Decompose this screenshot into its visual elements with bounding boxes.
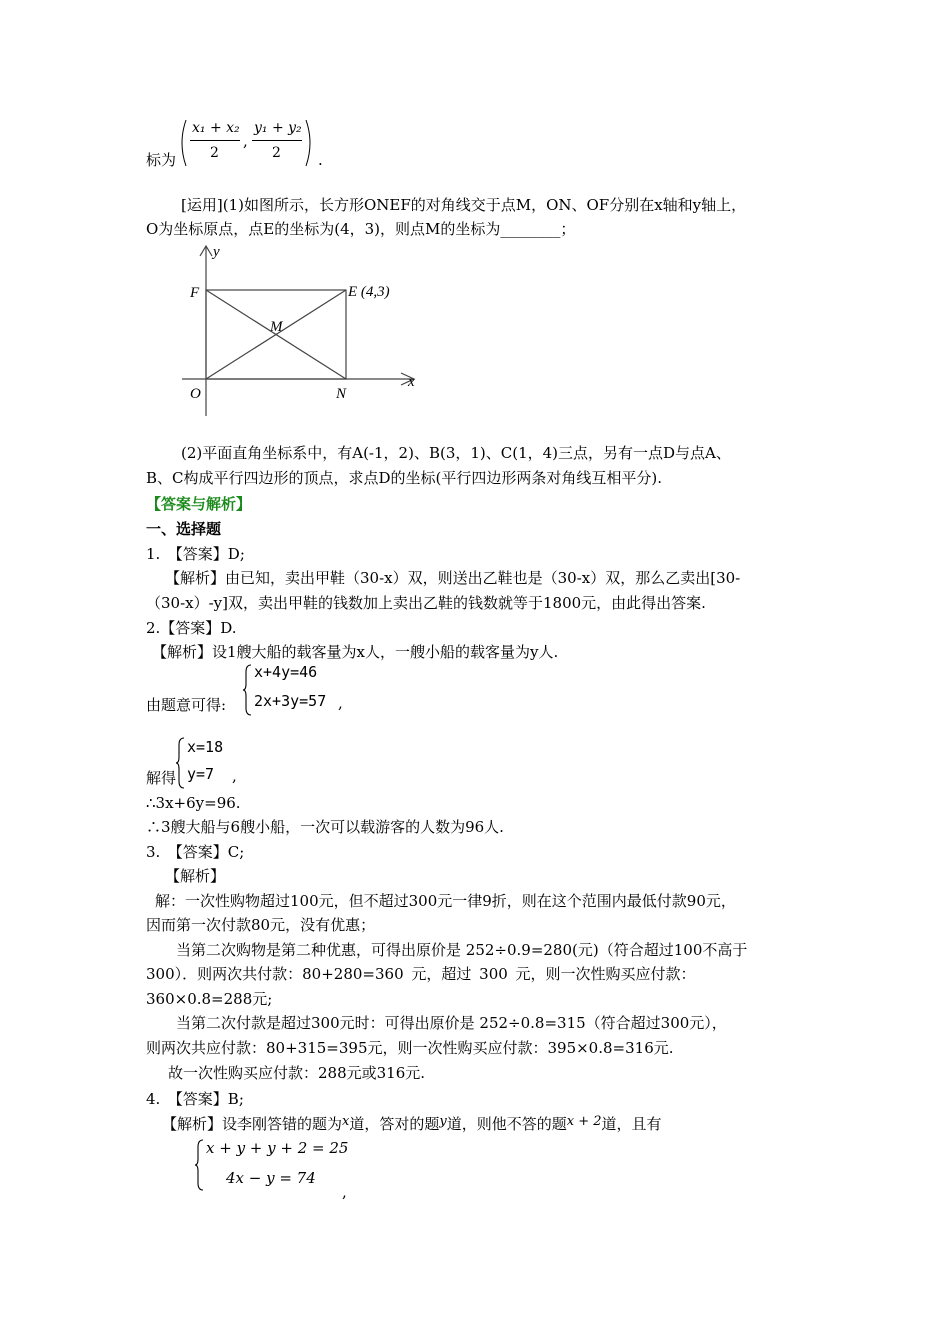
midpoint-suffix: .	[318, 151, 323, 169]
midpoint-paren-right	[304, 118, 316, 168]
a3-p2-a: 当第二次购物是第二种优惠，可得出原价是 252÷0.9=280(元)（符合超过100不高于	[176, 941, 748, 959]
a2-sol-1: x=18	[187, 738, 224, 756]
midpoint-fraction-bar-y	[252, 140, 302, 141]
q2-line-2: B、C构成平行四边形的顶点，求点D的坐标(平行四边形两条对角线互相平分).	[146, 469, 663, 487]
answers-heading: 【答案与解析】	[146, 495, 252, 513]
rectangle-figure	[176, 238, 426, 418]
midpoint-fraction-bar-x	[190, 140, 240, 141]
a4-eq-1: x + y + y + 2 = 25	[206, 1139, 349, 1157]
a3-exp: 【解析】	[165, 867, 226, 885]
a2-eq-2: 2x+3y=57	[254, 692, 327, 710]
a2-result-1: ∴3x+6y=96.	[146, 794, 241, 812]
midpoint-paren-left	[176, 118, 188, 168]
a2-solution-brace	[176, 737, 186, 789]
a4-exp-line	[162, 1114, 662, 1136]
a3-p2-c: 360×0.8=288元;	[146, 990, 273, 1008]
midpoint-num-y: y₁ + y₂	[254, 120, 302, 136]
x-axis-label: x	[408, 374, 415, 390]
a4-system-brace	[195, 1139, 205, 1191]
a4-eq-2: 4x − y = 74	[226, 1169, 316, 1187]
a3-p2-b: 300）．则两次共付款：80+280=360 元，超过 300 元，则一次性购买应付款：	[146, 965, 696, 983]
a1-exp-1: 【解析】由已知，卖出甲鞋（30-x）双，则送出乙鞋也是（30-x）双，那么乙卖出[30-	[165, 569, 741, 587]
a4-exp-d: 道，且有	[601, 1115, 662, 1133]
point-n-label: N	[336, 386, 347, 402]
midpoint-comma: ,	[243, 132, 248, 150]
a3-p1-b: 因而第一次付款80元，没有优惠；	[146, 916, 376, 934]
a2-title: 2.【答案】D.	[146, 619, 237, 637]
a2-sys-tail: ,	[338, 694, 343, 712]
point-m-label: M	[270, 319, 283, 335]
a2-result-2: ∴3艘大船与6艘小船，一次可以载游客的人数为96人.	[146, 818, 504, 836]
a4-expr: x + 2	[566, 1114, 602, 1129]
midpoint-prefix: 标为	[146, 151, 177, 169]
point-o-label: O	[190, 386, 201, 402]
a3-p4: 故一次性购买应付款：288元或316元.	[168, 1064, 426, 1082]
a4-exp-a: 【解析】设李刚答错的题为	[162, 1115, 343, 1133]
a2-sol-tail: ,	[232, 767, 237, 785]
midpoint-den-x: 2	[210, 145, 219, 161]
point-f-label: F	[190, 285, 200, 301]
a4-var-y: y	[439, 1114, 447, 1129]
a2-exp: 【解析】设1艘大船的载客量为x人，一艘小船的载客量为y人.	[152, 643, 559, 661]
a3-p3-a: 当第二次付款是超过300元时：可得出原价是 252÷0.8=315（符合超过300元），	[176, 1014, 727, 1032]
a4-exp-b: 道，答对的题	[349, 1115, 440, 1133]
a2-sys-label: 由题意可得:	[146, 696, 227, 714]
apply-line-1: [运用](1)如图所示，长方形ONEF的对角线交于点M，ON、OF分别在x轴和y轴上，	[181, 196, 747, 214]
a1-title: 1. 【答案】D;	[146, 545, 245, 563]
a4-tail: ,	[342, 1183, 347, 1201]
a2-sol-2: y=7	[187, 765, 215, 783]
a4-var-x: x	[342, 1114, 350, 1129]
point-e-label: E (4,3)	[348, 284, 390, 300]
q2-line-1: (2)平面直角坐标系中，有A(-1，2)、B(3，1)、C(1，4)三点，另有一点D与点A、	[181, 444, 731, 462]
midpoint-num-x: x₁ + x₂	[192, 120, 240, 136]
a2-system-brace	[243, 664, 253, 716]
section-heading: 一、选择题	[146, 520, 222, 538]
a3-title: 3. 【答案】C;	[146, 843, 245, 861]
a2-eq-1: x+4y=46	[254, 663, 318, 681]
a2-sol-label: 解得	[146, 769, 177, 787]
apply-line-2: O为坐标原点，点E的坐标为(4，3)，则点M的坐标为________；	[146, 220, 576, 238]
a1-exp-2: （30-x）-y]双，卖出甲鞋的钱数加上卖出乙鞋的钱数就等于1800元，由此得出答案.	[146, 594, 706, 612]
y-axis-label: y	[213, 244, 220, 260]
a4-title: 4. 【答案】B;	[146, 1090, 244, 1108]
a3-p3-b: 则两次共应付款：80+315=395元，则一次性购买应付款：395×0.8=316元.	[146, 1039, 674, 1057]
midpoint-den-y: 2	[272, 145, 281, 161]
a3-p1-a: 解：一次性购物超过100元，但不超过300元一律9折，则在这个范围内最低付款90元，	[155, 892, 736, 910]
a4-exp-c: 道，则他不答的题	[446, 1115, 567, 1133]
